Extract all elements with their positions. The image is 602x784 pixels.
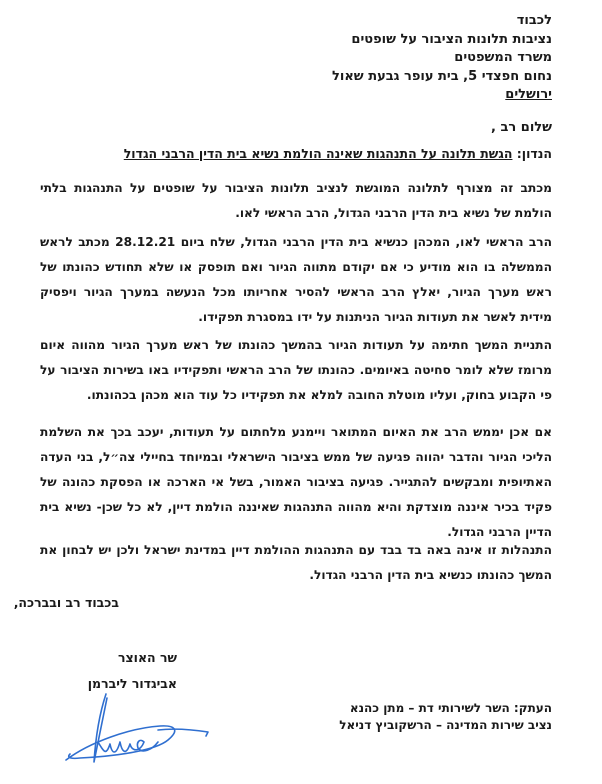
- signer-title: שר האוצר: [117, 650, 177, 665]
- recipient-line-1: נציבות תלונות הציבור על שופטים: [351, 31, 552, 47]
- subject-line: [124, 146, 552, 161]
- closing: בכבוד רב ובברכה,: [13, 595, 119, 610]
- paragraph-4: אם אכן יממש הרב את האיום המתואר ויימנע מלחתום על תעודות, יעכב בכך את השלמת הליכי הגיור והדבר יהווה פגיעה של ממש בציבור הישראלי ובמיוחד בחיילי צה״ל, בני העדה האתיופית ומבקשים להתגייר. פגיעה בציבור האמור, בשל אי הארכה או הפסקת כהונה של פקיד בכיר איננה מוצדקת והיא מהווה התנהגות שאיננה הולמת דיין, לא כל שכן- נשיא בית הדיין הרבני הגדול.: [40, 425, 552, 539]
- recipient-city: ירושלים: [505, 87, 552, 102]
- paragraph-3: התניית המשך חתימה על תעודות הגיור בהמשך כהונתו של ראש מערך הגיור מהווה איום מרומז שלא לומר סחיטה באיומים. כהונתו של הרב הראשי ותפקידיו באו בשירות הציבור על פי הקבוע בחוק, ועליו מוטלת החובה למלא את תפקידיו כל עוד הוא מכהן בכהונתו.: [40, 338, 552, 402]
- recipient-line-2: משרד המשפטים: [454, 50, 552, 65]
- cc-line-2: נציב שירות המדינה – הרשקוביץ דניאל: [339, 717, 552, 732]
- subject-label: הנדון:: [512, 146, 552, 161]
- paragraph-5: התנהלות זו אינה באה בד בבד עם התנהגות ההולמת דיין במדינת ישראל ולכן יש לבחון את המשך כהונתו כנשיא בית הדין הרבני הגדול.: [40, 543, 552, 582]
- signature-icon: [60, 692, 210, 768]
- paragraph-2: הרב הראשי לאו, המכהן כנשיא בית הדין הרבני הגדול, שלח ביום 28.12.21 מכתב לראש הממשלה בו הוא מודיע כי אם יקודם מתווה הגיור ואם תופסק או שלא תחודש כהונתו של ראש מערך הגיור, יאלץ הרב הראשי להסיר אחריותו מכל הנעשה במערך הגיור ויפסיק מידית לאשר את תעודות הגיור הניתנות על ידו במסגרת תפקידו.: [40, 235, 552, 324]
- cc-line-1: העתק: השר לשירותי דת – מתן כהנא: [349, 701, 552, 715]
- recipient-address: [332, 12, 552, 105]
- greeting: שלום רב ,: [491, 120, 552, 135]
- signer-name: אביגדור ליברמן: [87, 676, 177, 691]
- subject-text: הגשת תלונה על התנהגות שאינה הולמת נשיא בית הדין הרבני הגדול: [123, 146, 513, 161]
- recipient-salutation: לכבוד: [516, 13, 552, 28]
- recipient-line-3: נחום חפצדי 5, בית עופר גבעת שאול: [332, 68, 552, 84]
- paragraph-1: מכתב זה מצורף לתלונה המוגשת לנציב תלונות הציבור על שופטים על התנהגות בלתי הולמת של נשיא בית הדין הרבני הגדול, הרב הראשי לאו.: [40, 181, 552, 220]
- cc-block: [339, 700, 552, 733]
